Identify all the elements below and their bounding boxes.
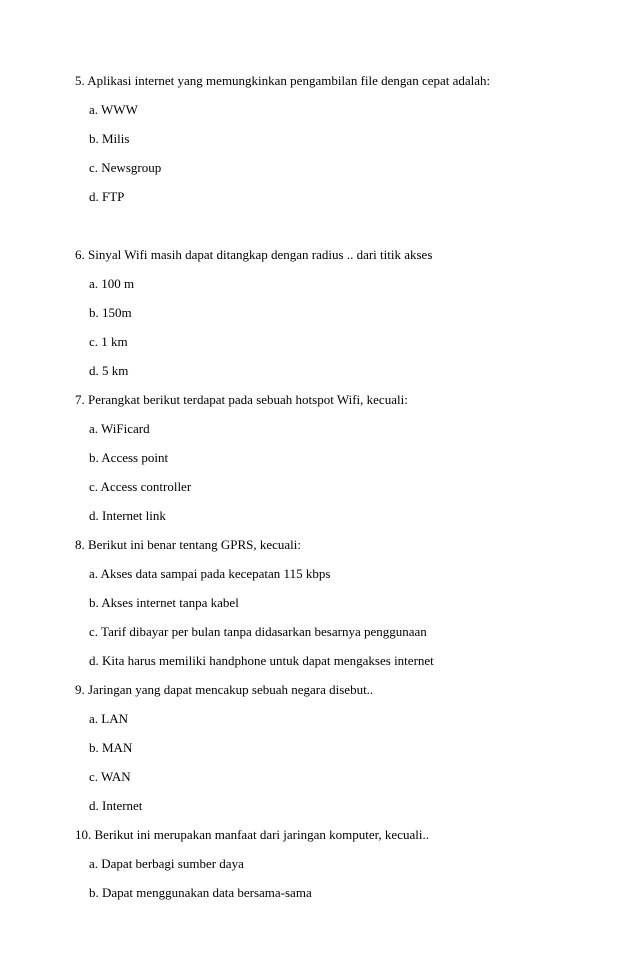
question-5-option-b: b. Milis — [89, 131, 130, 146]
question-7-option-a: a. WiFicard — [89, 421, 150, 436]
question-6-option-a: a. 100 m — [89, 276, 135, 291]
question-10-option-a: a. Dapat berbagi sumber daya — [89, 856, 244, 871]
question-10-text: 10. Berikut ini merupakan manfaat dari jaringan komputer, kecuali.. — [75, 827, 429, 842]
question-5-text: 5. Aplikasi internet yang memungkinkan pengambilan file dengan cepat adalah: — [75, 73, 491, 88]
question-8-option-a: a. Akses data sampai pada kecepatan 115 kbps — [89, 566, 331, 581]
question-6-option-b: b. 150m — [89, 305, 132, 320]
question-7-option-b: b. Access point — [89, 450, 169, 465]
question-9-option-d: d. Internet — [89, 798, 143, 813]
question-5-option-c: c. Newsgroup — [89, 160, 162, 175]
question-6-option-d: d. 5 km — [89, 363, 129, 378]
question-10-option-b: b. Dapat menggunakan data bersama-sama — [89, 885, 312, 900]
question-8-option-b: b. Akses internet tanpa kabel — [89, 595, 239, 610]
question-6-option-c: c. 1 km — [89, 334, 128, 349]
question-7-text: 7. Perangkat berikut terdapat pada sebuah hotspot Wifi, kecuali: — [75, 392, 408, 407]
question-5-option-a: a. WWW — [89, 102, 138, 117]
question-9-option-c: c. WAN — [89, 769, 131, 784]
question-9-text: 9. Jaringan yang dapat mencakup sebuah negara disebut.. — [75, 682, 374, 697]
question-7-option-c: c. Access controller — [89, 479, 192, 494]
question-5-option-d: d. FTP — [89, 189, 125, 204]
question-9-option-b: b. MAN — [89, 740, 133, 755]
question-8-option-c: c. Tarif dibayar per bulan tanpa didasarkan besarnya penggunaan — [89, 624, 427, 639]
question-6-text: 6. Sinyal Wifi masih dapat ditangkap dengan radius .. dari titik akses — [75, 247, 433, 262]
question-7-option-d: d. Internet link — [89, 508, 166, 523]
question-8-option-d: d. Kita harus memiliki handphone untuk dapat mengakses internet — [89, 653, 434, 668]
question-9-option-a: a. LAN — [89, 711, 128, 726]
question-8-text: 8. Berikut ini benar tentang GPRS, kecuali: — [75, 537, 302, 552]
